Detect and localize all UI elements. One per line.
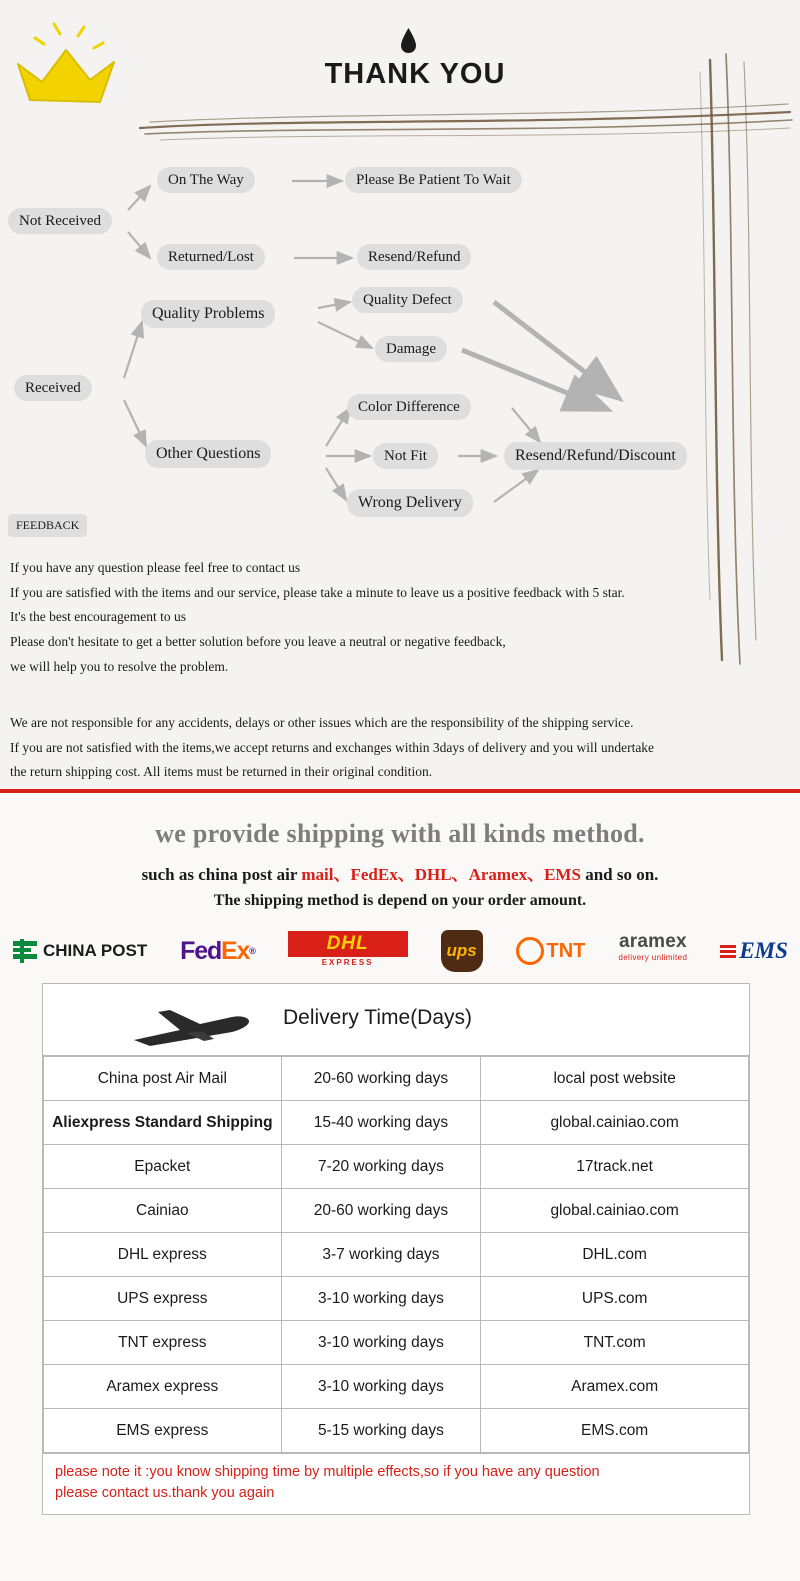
node-not-received: Not Received (8, 208, 112, 234)
feedback-line: If you are satisfied with the items and our service, please take a minute to leave us a positive feedback with 5 star. (10, 584, 625, 600)
table-row (44, 1101, 749, 1145)
tnt-label: TNT (546, 939, 586, 962)
shipping-section (0, 793, 800, 1581)
node-resend-refund-discount: Resend/Refund/Discount (504, 442, 687, 470)
cell-time: 15-40 working days (281, 1101, 481, 1145)
feedback-line: If you have any question please feel free to contact us (10, 560, 301, 575)
delivery-table-header (43, 984, 749, 1056)
table-row (44, 1277, 749, 1321)
return-policy-flowchart (0, 150, 800, 550)
fedex-ex: Ex (221, 936, 250, 965)
node-please-wait: Please Be Patient To Wait (345, 167, 522, 193)
node-wrong-delivery: Wrong Delivery (347, 489, 473, 517)
shipping-subtitle (0, 860, 800, 885)
cell-track: local post website (481, 1057, 749, 1101)
table-row (44, 1233, 749, 1277)
node-received: Received (14, 375, 92, 401)
shipping-sub-suffix: and so on. (580, 865, 659, 884)
cell-track: UPS.com (481, 1277, 749, 1321)
cell-method: Cainiao (44, 1189, 282, 1233)
cell-method: UPS express (44, 1277, 282, 1321)
node-returned-lost: Returned/Lost (157, 244, 265, 270)
cell-time: 20-60 working days (281, 1189, 481, 1233)
cell-track: 17track.net (481, 1145, 749, 1189)
carrier-dhl: DHL、 (414, 865, 469, 884)
node-other-questions: Other Questions (145, 440, 271, 468)
airplane-icon (128, 1000, 258, 1048)
cell-method: TNT express (44, 1321, 282, 1365)
cell-track: global.cainiao.com (481, 1101, 749, 1145)
node-resend-refund: Resend/Refund (357, 244, 471, 270)
carrier-logo-strip (12, 928, 788, 974)
dhl-logo (288, 931, 408, 971)
fedex-tm: ® (249, 946, 255, 956)
delivery-time-table (42, 983, 750, 1515)
tnt-logo (516, 931, 586, 971)
node-quality-problems: Quality Problems (141, 300, 275, 328)
cell-time: 7-20 working days (281, 1145, 481, 1189)
ems-label: EMS (739, 938, 788, 963)
delivery-rows-table (43, 1056, 749, 1453)
cell-method: DHL express (44, 1233, 282, 1277)
cell-time: 3-10 working days (281, 1365, 481, 1409)
cell-method: Aramex express (44, 1365, 282, 1409)
node-on-the-way: On The Way (157, 167, 255, 193)
shipping-time-note (43, 1453, 749, 1514)
cell-method: EMS express (44, 1409, 282, 1453)
feedback-line: we will help you to resolve the problem. (10, 658, 229, 674)
cell-method: Epacket (44, 1145, 282, 1189)
cell-time: 20-60 working days (281, 1057, 481, 1101)
cell-time: 3-10 working days (281, 1321, 481, 1365)
dhl-sub: EXPRESS (321, 958, 374, 967)
node-color-difference: Color Difference (347, 394, 471, 420)
ems-arrows-icon (720, 945, 736, 958)
disclaimer-line: If you are not satisfied with the items,we accept returns and exchanges within 3days of delivery and you will undertake (10, 739, 655, 755)
note-line-2: please contact us.thank you again (55, 1485, 275, 1501)
aramex-label: aramex (618, 931, 687, 952)
china-post-logo (12, 931, 147, 971)
shipping-note: The shipping method is depend on your order amount. (213, 892, 587, 909)
feedback-line: It's the best encouragement to us (10, 609, 187, 625)
ems-logo (720, 931, 788, 971)
aramex-logo (618, 931, 687, 971)
ups-logo (441, 931, 483, 971)
cell-time: 3-10 working days (281, 1277, 481, 1321)
china-post-icon (12, 938, 38, 964)
table-row (44, 1321, 749, 1365)
cell-track: DHL.com (481, 1233, 749, 1277)
ink-drop-icon (400, 27, 417, 54)
disclaimer-line: the return shipping cost. All items must be returned in their original condition. (10, 764, 433, 780)
fedex-fed: Fed (180, 936, 222, 965)
node-damage: Damage (375, 336, 447, 362)
carrier-aramex: Aramex、 (468, 865, 545, 884)
china-post-label: CHINA POST (43, 941, 148, 960)
table-row (44, 1365, 749, 1409)
cell-method: China post Air Mail (44, 1057, 282, 1101)
carrier-fedex: FedEx、 (350, 865, 415, 884)
cell-track: Aramex.com (481, 1365, 749, 1409)
cell-track: TNT.com (481, 1321, 749, 1365)
feedback-badge: FEEDBACK (8, 514, 87, 537)
cell-time: 5-15 working days (281, 1409, 481, 1453)
cell-method: Aliexpress Standard Shipping (44, 1101, 282, 1145)
feedback-text (10, 556, 780, 680)
cell-track: global.cainiao.com (481, 1189, 749, 1233)
node-not-fit: Not Fit (373, 443, 438, 469)
carrier-mail: mail、 (301, 865, 351, 884)
delivery-table-title: Delivery Time(Days) (283, 1006, 473, 1029)
table-row (44, 1145, 749, 1189)
table-row (44, 1409, 749, 1453)
cell-track: EMS.com (481, 1409, 749, 1453)
cell-time: 3-7 working days (281, 1233, 481, 1277)
fedex-logo (180, 931, 254, 971)
table-row (44, 1057, 749, 1101)
carrier-ems: EMS (544, 865, 581, 884)
tnt-circle-icon (516, 937, 544, 965)
aramex-sub: delivery unlimited (618, 953, 688, 962)
crown-icon (8, 22, 128, 117)
page-title: THANK YOU (324, 58, 506, 90)
feedback-line: Please don't hesitate to get a better solution before you leave a neutral or negative feedback, (10, 634, 506, 650)
table-row (44, 1189, 749, 1233)
shipping-header (0, 793, 800, 910)
shipping-sub-prefix: such as china post air (141, 865, 302, 884)
dhl-label: DHL (326, 933, 369, 954)
shipping-title: we provide shipping with all kinds method. (155, 819, 645, 848)
disclaimer-line: We are not responsible for any accidents, delays or other issues which are the responsibility of the shipping service. (10, 715, 634, 730)
ups-shield: ups (441, 930, 483, 972)
dhl-bar (288, 931, 408, 957)
note-line-1: please note it :you know shipping time by multiple effects,so if you have any question (55, 1464, 600, 1480)
disclaimer-text (10, 711, 790, 785)
node-quality-defect: Quality Defect (352, 287, 463, 313)
